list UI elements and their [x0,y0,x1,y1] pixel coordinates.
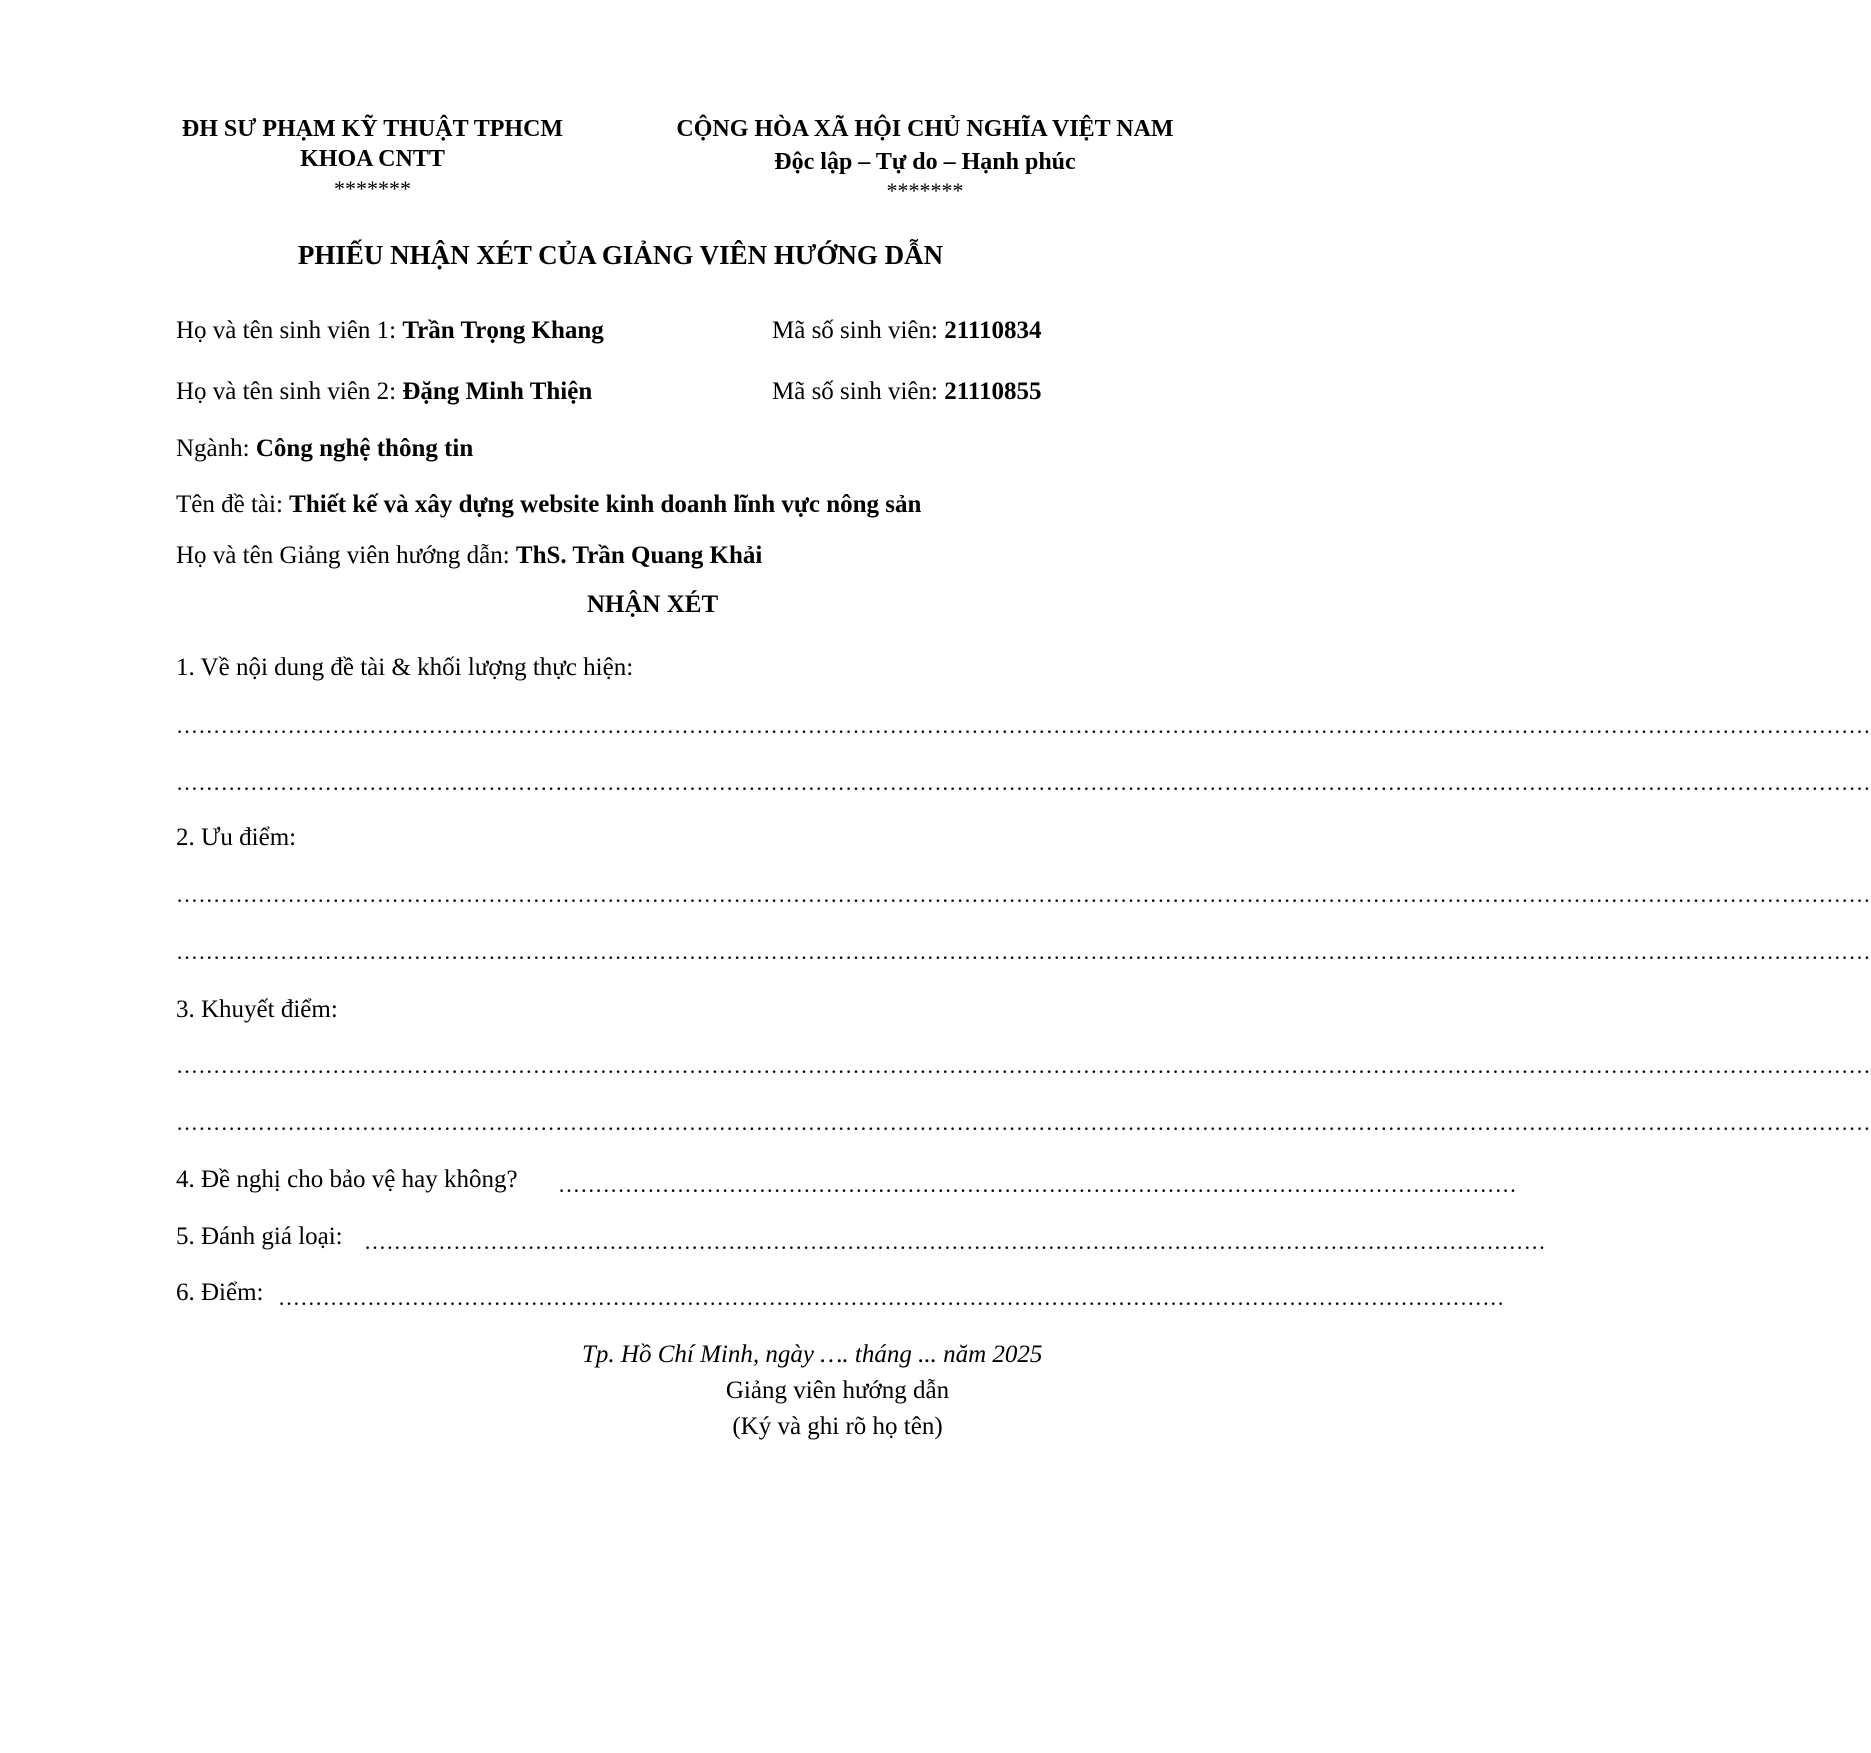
faculty-name: KHOA CNTT [300,146,445,172]
signature-note: (Ký và ghi rõ họ tên) [732,1413,943,1440]
student-2-id: 21110855 [944,378,1042,405]
student-2-name-row [176,377,592,407]
student-1-id-row [772,316,1041,346]
national-motto: Độc lập – Tự do – Hạnh phúc [774,149,1076,175]
section-3-label: 3. Khuyết điểm: [176,996,338,1023]
student-1-id: 21110834 [944,317,1042,344]
student-2-name-label: Họ và tên sinh viên 2: [176,378,403,405]
university-name: ĐH SƯ PHẠM KỸ THUẬT TPHCM [181,116,564,142]
section-3-line-2[interactable]: ………………………………………………………………………………………………………………………………………………………………………………………………………… [176,1110,1871,1135]
topic-label: Tên đề tài: [176,491,290,518]
topic-row [176,490,921,520]
section-5-label: 5. Đánh giá loại: [176,1223,343,1250]
section-2-line-1[interactable]: ………………………………………………………………………………………………………………………………………………………………………………………………………… [176,882,1871,907]
signature-date-line: Tp. Hồ Chí Minh, ngày …. tháng ... năm 2025 [582,1341,1043,1368]
major-value: Công nghệ thông tin [255,435,474,462]
student-1-name-row [176,316,604,346]
section-1-line-1[interactable]: ………………………………………………………………………………………………………………………………………………………………………………………………………… [176,713,1871,738]
section-1-label: 1. Về nội dung đề tài & khối lượng thực hiện: [176,654,634,681]
section-5-answer-line[interactable]: …………………………………………………………………………………………………………………………………………… [364,1229,1546,1254]
student-2-id-label: Mã số sinh viên: [772,378,945,405]
supervisor-label: Họ và tên Giảng viên hướng dẫn: [176,542,516,569]
section-6-label: 6. Điểm: [176,1279,264,1306]
section-2-line-2[interactable]: ………………………………………………………………………………………………………………………………………………………………………………………………………… [176,939,1871,964]
student-2-id-row [772,377,1041,407]
country-name: CỘNG HÒA XÃ HỘI CHỦ NGHĨA VIỆT NAM [676,116,1174,142]
left-divider-stars: ******* [334,176,411,201]
section-4-label: 4. Đề nghị cho bảo vệ hay không? [176,1166,518,1193]
signature-role: Giảng viên hướng dẫn [725,1377,950,1404]
student-1-name: Trần Trọng Khang [402,317,604,344]
supervisor-row [176,541,762,571]
section-1-line-2[interactable]: ………………………………………………………………………………………………………………………………………………………………………………………………………… [176,770,1871,795]
section-3-line-1[interactable]: ………………………………………………………………………………………………………………………………………………………………………………………………………… [176,1053,1871,1078]
student-1-id-label: Mã số sinh viên: [772,317,945,344]
right-divider-stars: ******* [886,178,964,203]
section-2-label: 2. Ưu điểm: [176,824,297,851]
topic-value: Thiết kế và xây dựng website kinh doanh lĩnh vực nông sản [289,491,922,518]
major-row [176,434,473,464]
student-1-name-label: Họ và tên sinh viên 1: [176,317,403,344]
major-label: Ngành: [176,435,256,462]
form-title: PHIẾU NHẬN XÉT CỦA GIẢNG VIÊN HƯỚNG DẪN [297,240,944,270]
section-6-answer-line[interactable]: ………………………………………………………………………………………………………………………………………………… [278,1285,1505,1310]
comments-heading: NHẬN XÉT [586,591,719,618]
section-4-answer-line[interactable]: ………………………………………………………………………………………………………………… [558,1172,1517,1197]
supervisor-name: ThS. Trần Quang Khải [515,542,763,569]
student-2-name: Đặng Minh Thiện [402,378,593,405]
